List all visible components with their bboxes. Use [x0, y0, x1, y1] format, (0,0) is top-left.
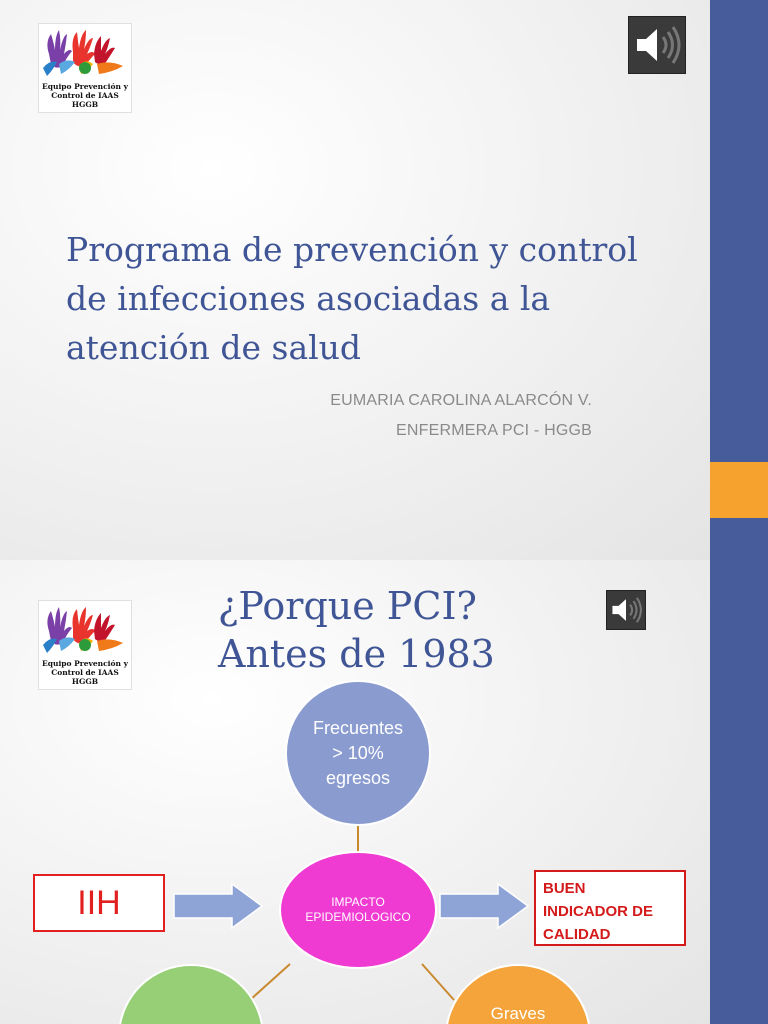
speaker-icon: [607, 591, 645, 629]
arrow-right-icon: [172, 882, 264, 930]
node-frecuentes-line3: egresos: [325, 767, 391, 788]
hands-logo-icon: [39, 601, 131, 659]
speaker-icon: [629, 17, 685, 73]
connector-top: [357, 826, 359, 852]
slide-title: Programa de prevención y control de infecciones asociadas a la atención de salud: [66, 230, 638, 367]
arrow-right-icon: [438, 882, 530, 930]
logo-caption-line2: Control de IAAS HGGB: [51, 91, 119, 109]
audio-button[interactable]: [628, 16, 686, 74]
node-frecuentes-line1: Frecuentes: [312, 717, 404, 738]
hands-logo-icon: [39, 24, 131, 82]
node-graves: [445, 964, 591, 1024]
logo: [38, 600, 132, 690]
node-frecuentes: [285, 680, 431, 826]
author-name: EUMARIA CAROLINA ALARCÓN V.: [330, 392, 592, 409]
logo-caption-line1: Equipo Prevención y: [42, 82, 128, 91]
slide-title: [218, 582, 495, 678]
quality-line1: BUEN: [543, 880, 586, 897]
node-impacto-line1: IMPACTO: [331, 895, 385, 909]
slide-title-line1: ¿Porque PCI?: [218, 584, 477, 628]
sidebar-accent: [710, 462, 768, 518]
node-frecuentes-line2: > 10%: [332, 742, 384, 763]
quality-line2: INDICADOR DE: [543, 903, 654, 920]
node-impacto-line2: EPIDEMIOLOGICO: [305, 910, 411, 924]
author-role: ENFERMERA PCI - HGGB: [395, 422, 592, 439]
logo-caption: [39, 82, 131, 112]
logo-caption-line2: Control de IAAS HGGB: [51, 668, 119, 686]
node-graves-label: Graves: [490, 1004, 546, 1023]
quality-line3: CALIDAD: [543, 926, 611, 943]
quality-indicator-box: [534, 870, 686, 946]
slide-2: [0, 560, 710, 1024]
audio-button[interactable]: [606, 590, 646, 630]
slide-title-line2: Antes de 1983: [218, 632, 495, 676]
iih-label: IIH: [77, 883, 121, 922]
iih-box: [33, 874, 165, 932]
logo-caption-line1: Equipo Prevención y: [42, 659, 128, 668]
logo-caption: [39, 659, 131, 689]
logo: [38, 23, 132, 113]
node-impacto: [279, 851, 437, 969]
